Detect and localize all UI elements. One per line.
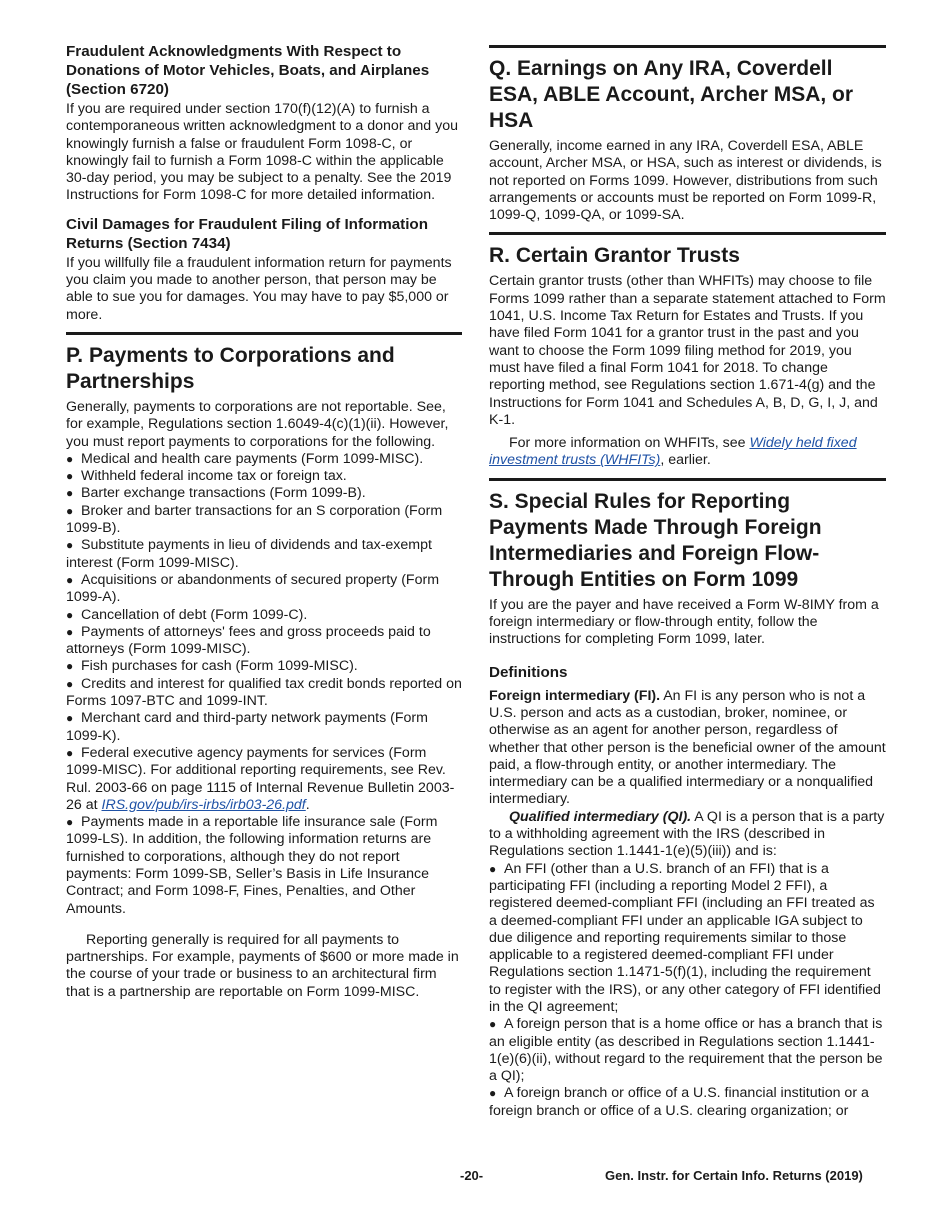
section-p-rule bbox=[66, 332, 462, 335]
list-item: ● Credits and interest for qualified tax credit bonds reported on Forms 1097-BTC and 1099-INT. bbox=[66, 675, 462, 710]
section-r-title: R. Certain Grantor Trusts bbox=[489, 244, 740, 268]
list-item: ● Cancellation of debt (Form 1099-C). bbox=[66, 606, 308, 623]
bullet-icon: ● bbox=[489, 861, 497, 876]
list-item: ● Payments made in a reportable life insurance sale (Form 1099-LS). In addition, the following information returns are furnished to corporations, although they do not report payments: Form 1099-SB, Seller’s Basis in Life Insurance Contract; and Form 1098-F, Fines, Penalties, and Other Amounts. bbox=[66, 814, 438, 917]
list-item: ● Federal executive agency payments for services (Form 1099-MISC). For additional reporting requirements, see Rev. Rul. 2003-66 on page 1115 of Internal Revenue Bulletin 2003-26 at IRS.gov/pub/irs-irbs/irb03-26.pdf. bbox=[66, 744, 455, 813]
qi-definition: Qualified intermediary (QI). A QI is a person that is a party to a withholding agreement with the IRS (described in Regulations section 1.1441-1(e)(5)(iii)) and is: bbox=[489, 808, 885, 860]
section-q-title: Q. Earnings on Any IRA, Coverdell ESA, ABLE Account, Archer MSA, or HSA bbox=[489, 57, 854, 132]
list-item: ● Medical and health care payments (Form 1099-MISC). bbox=[66, 450, 424, 467]
bullet-icon: ● bbox=[66, 486, 74, 501]
list-item: ● A foreign branch or office of a U.S. financial institution or a foreign branch or office of a U.S. clearing organization; or bbox=[489, 1085, 869, 1119]
bullet-icon: ● bbox=[489, 1017, 497, 1032]
bullet-icon: ● bbox=[66, 469, 74, 484]
section-r-rule bbox=[489, 232, 886, 235]
bullet-icon: ● bbox=[66, 815, 74, 830]
section-r-more: For more information on WHFITs, see Widely held fixed investment trusts (WHFITs), earlier. bbox=[489, 435, 857, 469]
section-s-title: S. Special Rules for Reporting Payments Made Through Foreign Intermediaries and Foreign Flow-Through Entities on Form 1099 bbox=[489, 489, 822, 591]
bullet-icon: ● bbox=[66, 503, 74, 518]
footer-doc-title: Gen. Instr. for Certain Info. Returns (2019) bbox=[605, 1168, 863, 1183]
whfit-link[interactable]: Widely held fixed investment trusts (WHFITs) bbox=[489, 435, 857, 469]
list-item: ● An FFI (other than a U.S. branch of an FFI) that is a participating FFI (including a reporting Model 2 FFI), a registered deemed-compliant FFI (including an FFI treated as a deemed-compliant FFI under an applicable IGA subject to due diligence and reporting requirements similar to those applicable to a registered deemed-compliant FFI under Regulations section 1.1471-5(f)(1), including the requirement to register with the IRS), or any other category of FFI identified in the QI agreement; bbox=[489, 860, 881, 1015]
bullet-icon: ● bbox=[66, 572, 74, 587]
bullet-icon: ● bbox=[66, 451, 74, 466]
section-q-body: Generally, income earned in any IRA, Coverdell ESA, ABLE account, Archer MSA, or HSA, such as interest or dividends, is not reported on Forms 1099. However, distributions from such arrangements or accounts must be reported on Form 1099-R, 1099-Q, 1099-QA, or 1099-SA. bbox=[489, 138, 882, 224]
list-item: ● A foreign person that is a home office or has a branch that is an eligible entity (as described in Regulations section 1.1441-1(e)(6)(ii), without regard to the requirement that the person be a QI); bbox=[489, 1016, 883, 1085]
section-p-bullet-list bbox=[66, 451, 462, 918]
list-item: ● Payments of attorneys' fees and gross proceeds paid to attorneys (Form 1099-MISC). bbox=[66, 623, 431, 658]
section-p-title: P. Payments to Corporations and Partnerships bbox=[66, 343, 395, 393]
list-item: ● Broker and barter transactions for an S corporation (Form 1099-B). bbox=[66, 502, 443, 537]
bullet-icon: ● bbox=[66, 659, 74, 674]
bullet-icon: ● bbox=[66, 745, 74, 760]
section-s-bullet-list bbox=[489, 861, 886, 1120]
section-p-partnerships: Reporting generally is required for all payments to partnerships. For example, payments of $600 or more made in the course of your trade or business to an architectural firm that is a partnership are reportable on Form 1099-MISC. bbox=[66, 931, 459, 1000]
bullet-icon: ● bbox=[66, 607, 74, 622]
list-item: ● Withheld federal income tax or foreign tax. bbox=[66, 468, 347, 485]
list-item: ● Fish purchases for cash (Form 1099-MISC). bbox=[66, 658, 358, 675]
civil-damages-heading: Civil Damages for Fraudulent Filing of Information Returns (Section 7434) bbox=[66, 215, 428, 252]
section-r-body: Certain grantor trusts (other than WHFITs) may choose to file Forms 1099 rather than a separate statement attached to Form 1041, U.S. Income Tax Return for Estates and Trusts. If you have filed Form 1041 for a grantor trust in the past and you want to choose the Form 1099 filing method for 2019, you must have filed a final Form 1041 for 2018. To change reporting method, see Regulations section 1.671-4(g) and the Instructions for Form 1041 and Schedules A, B, D, G, I, J, and K-1. bbox=[489, 273, 886, 428]
irb-link[interactable]: IRS.gov/pub/irs-irbs/irb03-26.pdf bbox=[101, 796, 306, 813]
section-p-intro: Generally, payments to corporations are not reportable. See, for example, Regulations section 1.6049-4(c)(1)(ii). However, you must report payments to corporations for the following. bbox=[66, 398, 449, 450]
section-s-rule bbox=[489, 478, 886, 481]
civil-damages-body: If you willfully file a fraudulent information return for payments you claim you made to another person, that person may be able to sue you for damages. You may have to pay $5,000 or more. bbox=[66, 254, 452, 323]
fi-definition: Foreign intermediary (FI). An FI is any person who is not a U.S. person and acts as a custodian, broker, nominee, or otherwise as an agent for another person, regardless of whether that other person is the beneficial owner of the amount paid, a flow-through entity, or another intermediary. The intermediary can be a qualified intermediary or a nonqualified intermediary. bbox=[489, 687, 886, 808]
section-q-rule bbox=[489, 45, 886, 48]
bullet-icon: ● bbox=[66, 676, 74, 691]
list-item: ● Merchant card and third-party network payments (Form 1099-K). bbox=[66, 710, 428, 744]
section-s-intro: If you are the payer and have received a Form W-8IMY from a foreign intermediary or flow-through entity, follow the instructions for completing Form 1099, later. bbox=[489, 596, 879, 648]
bullet-icon: ● bbox=[66, 624, 74, 639]
list-item: ● Barter exchange transactions (Form 1099-B). bbox=[66, 485, 366, 502]
bullet-icon: ● bbox=[66, 711, 74, 726]
fraud-ack-heading: Fraudulent Acknowledgments With Respect to Donations of Motor Vehicles, Boats, and Airplanes (Section 6720) bbox=[66, 43, 430, 98]
list-item: ● Substitute payments in lieu of dividends and tax-exempt interest (Form 1099-MISC). bbox=[66, 537, 432, 571]
list-item: ● Acquisitions or abandonments of secured property (Form 1099-A). bbox=[66, 571, 440, 606]
bullet-icon: ● bbox=[66, 538, 74, 553]
bullet-icon: ● bbox=[489, 1086, 497, 1101]
page-number: -20- bbox=[460, 1168, 484, 1183]
fraud-ack-body: If you are required under section 170(f)(12)(A) to furnish a contemporaneous written acknowledgment to a donor and you knowingly furnish a false or fraudulent Form 1098-C, or knowingly fail to furnish a Form 1098-C within the applicable 30-day period, you may be subject to a penalty. See the 2019 Instructions for Form 1098-C for more detailed information. bbox=[66, 101, 458, 204]
right-column bbox=[489, 45, 886, 1120]
left-column bbox=[66, 40, 462, 1001]
definitions-heading: Definitions bbox=[489, 663, 568, 681]
